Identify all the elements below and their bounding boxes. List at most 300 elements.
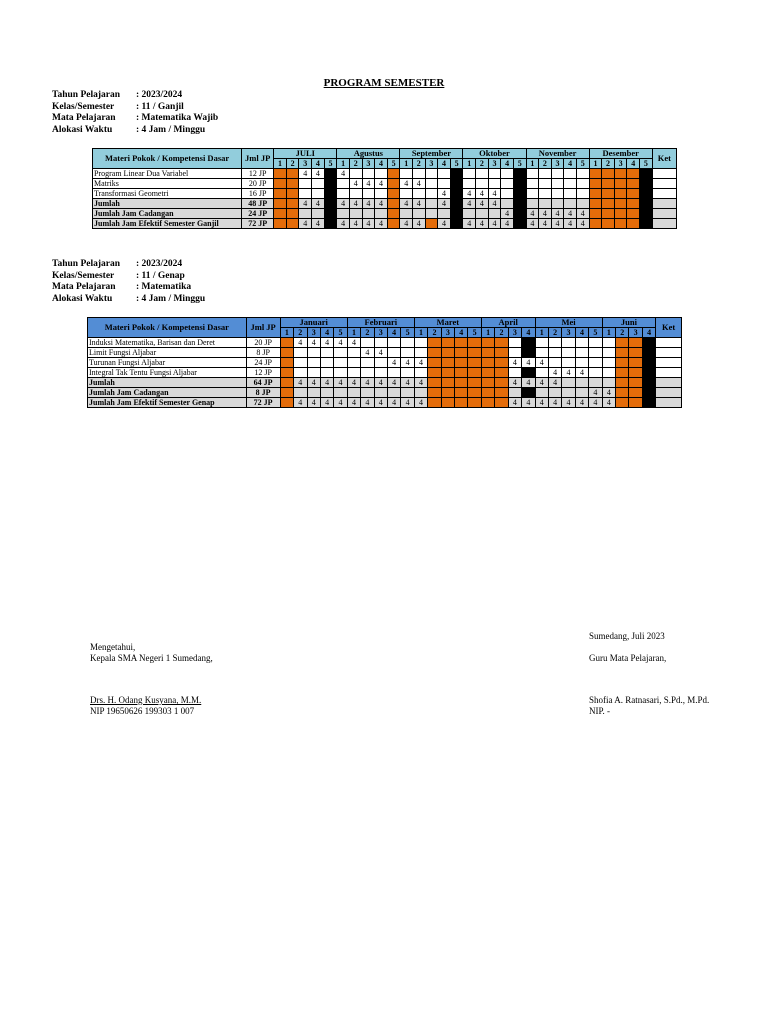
week-cell — [551, 169, 564, 179]
week-cell — [476, 179, 489, 189]
week-cell — [616, 338, 629, 348]
week-cell — [495, 398, 508, 408]
week-cell — [450, 199, 463, 209]
week-cell — [614, 199, 627, 209]
week-cell — [320, 348, 333, 358]
week-cell — [629, 368, 642, 378]
week-cell — [274, 209, 287, 219]
week-cell — [414, 388, 427, 398]
week-cell: 4 — [361, 378, 374, 388]
week-cell: 4 — [501, 209, 514, 219]
week-cell: 4 — [551, 209, 564, 219]
week-cell — [602, 209, 615, 219]
week-cell: 4 — [349, 219, 362, 229]
week-cell — [387, 179, 400, 189]
week-cell — [627, 209, 640, 219]
week-cell: 4 — [362, 219, 375, 229]
week-cell: 4 — [539, 209, 552, 219]
week-cell — [548, 388, 561, 398]
week-cell — [562, 378, 575, 388]
week-cell: 4 — [349, 199, 362, 209]
week-cell — [481, 368, 494, 378]
week-cell: 4 — [312, 199, 325, 209]
week-cell: 4 — [562, 368, 575, 378]
week-cell: 4 — [320, 338, 333, 348]
week-cell: 4 — [501, 219, 514, 229]
week-cell: 4 — [362, 199, 375, 209]
table-row — [93, 199, 677, 209]
week-cell — [463, 209, 476, 219]
week-cell — [627, 199, 640, 209]
week-number: 1 — [535, 328, 548, 338]
week-cell — [274, 219, 287, 229]
week-cell — [495, 378, 508, 388]
week-cell — [535, 388, 548, 398]
week-number: 3 — [551, 159, 564, 169]
week-cell — [508, 388, 521, 398]
principal-name: Drs. H. Odang Kusyana, M.M. — [90, 695, 202, 705]
week-cell — [602, 368, 615, 378]
week-cell: 4 — [299, 169, 312, 179]
week-cell — [425, 179, 438, 189]
week-cell — [441, 398, 454, 408]
week-cell — [334, 358, 347, 368]
week-cell: 4 — [575, 368, 588, 378]
materi-cell: Jumlah — [93, 199, 242, 209]
week-cell — [535, 348, 548, 358]
week-cell — [349, 169, 362, 179]
table-row — [88, 398, 682, 408]
week-cell — [548, 358, 561, 368]
week-cell — [455, 348, 468, 358]
week-cell — [602, 189, 615, 199]
week-cell: 4 — [476, 189, 489, 199]
week-number: 3 — [488, 159, 501, 169]
week-cell — [294, 388, 307, 398]
week-cell — [535, 338, 548, 348]
table-row — [88, 358, 682, 368]
week-cell — [640, 179, 653, 189]
week-cell: 4 — [551, 219, 564, 229]
materi-cell: Limit Fungsi Aljabar — [88, 348, 247, 358]
jml-cell: 16 JP — [242, 189, 274, 199]
week-cell: 4 — [488, 189, 501, 199]
week-cell — [400, 209, 413, 219]
materi-cell: Turunan Fungsi Aljabar — [88, 358, 247, 368]
week-cell — [286, 219, 299, 229]
week-cell: 4 — [312, 169, 325, 179]
week-cell — [614, 189, 627, 199]
week-cell — [347, 388, 360, 398]
week-cell — [488, 179, 501, 189]
week-cell — [307, 388, 320, 398]
month-header: Maret — [414, 318, 481, 328]
month-header: Mei — [535, 318, 602, 328]
week-cell — [455, 368, 468, 378]
ket-cell — [652, 189, 676, 199]
ket-cell — [652, 199, 676, 209]
week-number: 2 — [349, 159, 362, 169]
week-cell — [428, 398, 441, 408]
week-cell — [602, 348, 615, 358]
week-cell: 4 — [299, 199, 312, 209]
info-label: Mata Pelajaran — [52, 282, 116, 292]
week-cell — [589, 199, 602, 209]
week-cell: 4 — [334, 338, 347, 348]
week-cell — [495, 338, 508, 348]
week-cell — [274, 169, 287, 179]
week-cell — [564, 179, 577, 189]
week-cell — [374, 368, 387, 378]
page-title: PROGRAM SEMESTER — [323, 77, 445, 89]
week-cell — [642, 358, 655, 368]
week-cell: 4 — [294, 378, 307, 388]
week-cell — [280, 378, 293, 388]
week-cell — [401, 338, 414, 348]
week-cell: 4 — [438, 219, 451, 229]
materi-cell: Induksi Matematika, Barisan dan Deret — [88, 338, 247, 348]
week-cell — [362, 189, 375, 199]
week-cell — [455, 378, 468, 388]
week-number: 1 — [400, 159, 413, 169]
week-cell — [374, 358, 387, 368]
week-cell — [334, 368, 347, 378]
week-cell — [575, 388, 588, 398]
week-cell — [602, 179, 615, 189]
week-cell — [374, 388, 387, 398]
table-row — [93, 169, 677, 179]
week-cell — [375, 189, 388, 199]
week-cell: 4 — [312, 219, 325, 229]
semester-ganjil-table — [92, 148, 677, 229]
week-number: 2 — [413, 159, 426, 169]
week-cell — [334, 348, 347, 358]
week-cell — [495, 348, 508, 358]
week-cell — [539, 179, 552, 189]
materi-cell: Program Linear Dua Variabel — [93, 169, 242, 179]
week-cell — [576, 189, 589, 199]
week-cell — [642, 368, 655, 378]
table-row — [93, 219, 677, 229]
info-label: Mata Pelajaran — [52, 113, 116, 123]
week-cell — [414, 348, 427, 358]
signature-left — [90, 642, 213, 717]
week-cell — [589, 348, 602, 358]
week-cell — [349, 189, 362, 199]
week-cell: 4 — [488, 219, 501, 229]
week-cell — [441, 388, 454, 398]
week-cell — [387, 169, 400, 179]
week-cell — [387, 368, 400, 378]
ket-cell — [656, 378, 682, 388]
week-cell: 4 — [413, 219, 426, 229]
materi-cell: Jumlah Jam Efektif Semester Genap — [88, 398, 247, 408]
week-cell — [349, 209, 362, 219]
week-cell — [539, 169, 552, 179]
info-value: : 11 / Ganjil — [136, 101, 184, 112]
week-cell — [387, 388, 400, 398]
week-cell — [642, 338, 655, 348]
week-cell: 4 — [602, 388, 615, 398]
month-header: Oktober — [463, 149, 526, 159]
week-cell: 4 — [463, 199, 476, 209]
week-cell — [274, 199, 287, 209]
ket-cell — [652, 209, 676, 219]
week-cell — [642, 348, 655, 358]
week-number: 5 — [640, 159, 653, 169]
week-cell — [513, 179, 526, 189]
week-cell — [501, 199, 514, 209]
week-cell — [522, 368, 535, 378]
week-cell — [401, 368, 414, 378]
week-number: 5 — [324, 159, 337, 169]
week-number: 3 — [441, 328, 454, 338]
week-cell — [589, 179, 602, 189]
week-cell — [347, 348, 360, 358]
week-cell — [551, 189, 564, 199]
week-cell — [481, 398, 494, 408]
week-cell: 4 — [414, 378, 427, 388]
week-cell: 4 — [387, 358, 400, 368]
week-cell: 4 — [401, 398, 414, 408]
week-cell — [495, 358, 508, 368]
week-cell — [361, 338, 374, 348]
week-cell — [294, 358, 307, 368]
week-number: 1 — [602, 328, 615, 338]
place-date: Sumedang, Juli 2023 — [589, 631, 665, 641]
week-cell — [347, 358, 360, 368]
materi-cell: Integral Tak Tentu Fungsi Aljabar — [88, 368, 247, 378]
week-cell: 4 — [375, 179, 388, 189]
week-cell — [307, 368, 320, 378]
materi-cell: Transformasi Geometri — [93, 189, 242, 199]
table-row — [88, 378, 682, 388]
teacher-title: Guru Mata Pelajaran, — [589, 653, 667, 663]
week-cell — [428, 368, 441, 378]
jml-cell: 24 JP — [246, 358, 280, 368]
week-cell — [286, 169, 299, 179]
week-cell — [414, 338, 427, 348]
week-number: 5 — [513, 159, 526, 169]
week-cell — [299, 179, 312, 189]
week-cell — [629, 388, 642, 398]
week-cell — [468, 368, 481, 378]
info-row — [52, 294, 205, 306]
week-cell — [441, 378, 454, 388]
month-header: Februari — [347, 318, 414, 328]
week-cell — [450, 219, 463, 229]
week-cell: 4 — [400, 219, 413, 229]
week-cell — [602, 199, 615, 209]
week-number: 1 — [481, 328, 494, 338]
week-cell: 4 — [535, 378, 548, 388]
week-cell — [387, 338, 400, 348]
week-cell — [450, 179, 463, 189]
week-cell — [526, 179, 539, 189]
week-cell — [614, 209, 627, 219]
ket-cell — [656, 398, 682, 408]
week-cell — [337, 189, 350, 199]
week-number: 5 — [334, 328, 347, 338]
column-header-jml: Jml JP — [246, 318, 280, 338]
week-cell — [481, 348, 494, 358]
week-cell — [513, 189, 526, 199]
semester-genap-table — [87, 317, 682, 408]
info-row — [52, 271, 205, 283]
materi-cell: Matriks — [93, 179, 242, 189]
week-cell — [337, 209, 350, 219]
week-cell — [312, 209, 325, 219]
week-number: 1 — [337, 159, 350, 169]
week-cell — [616, 368, 629, 378]
week-number: 2 — [539, 159, 552, 169]
table-row — [93, 189, 677, 199]
week-cell: 4 — [488, 199, 501, 209]
week-cell: 4 — [349, 179, 362, 189]
week-cell — [468, 338, 481, 348]
info-row — [52, 113, 218, 125]
week-number: 4 — [575, 328, 588, 338]
week-number: 4 — [312, 159, 325, 169]
week-cell: 4 — [522, 358, 535, 368]
ket-cell — [652, 179, 676, 189]
week-cell: 4 — [589, 398, 602, 408]
week-cell: 4 — [535, 398, 548, 408]
jml-cell: 12 JP — [242, 169, 274, 179]
info-label: Tahun Pelajaran — [52, 90, 121, 100]
week-cell — [564, 169, 577, 179]
week-cell — [548, 338, 561, 348]
week-cell — [551, 199, 564, 209]
week-cell — [476, 169, 489, 179]
week-number: 2 — [548, 328, 561, 338]
info-row — [52, 259, 205, 271]
week-cell — [616, 388, 629, 398]
week-cell — [280, 388, 293, 398]
week-cell — [438, 179, 451, 189]
week-cell — [602, 358, 615, 368]
week-number: 1 — [463, 159, 476, 169]
week-cell — [375, 209, 388, 219]
week-cell — [616, 378, 629, 388]
week-cell — [468, 398, 481, 408]
ket-cell — [652, 219, 676, 229]
week-cell — [428, 338, 441, 348]
week-cell — [481, 338, 494, 348]
month-header: Agustus — [337, 149, 400, 159]
week-cell — [455, 338, 468, 348]
week-cell — [280, 338, 293, 348]
info-value: : Matematika — [136, 282, 192, 292]
week-cell — [413, 169, 426, 179]
week-cell — [294, 368, 307, 378]
week-cell — [513, 219, 526, 229]
week-cell — [616, 358, 629, 368]
ket-cell — [656, 358, 682, 368]
week-cell — [640, 219, 653, 229]
week-cell: 4 — [476, 219, 489, 229]
week-cell — [508, 348, 521, 358]
week-cell: 4 — [589, 388, 602, 398]
week-cell: 4 — [548, 368, 561, 378]
info-label: Kelas/Semester — [52, 101, 115, 112]
week-cell — [428, 358, 441, 368]
week-cell — [629, 358, 642, 368]
week-cell: 4 — [463, 189, 476, 199]
week-cell — [428, 388, 441, 398]
week-number: 1 — [589, 159, 602, 169]
week-cell — [324, 209, 337, 219]
week-cell: 4 — [576, 209, 589, 219]
week-number: 4 — [438, 159, 451, 169]
week-number: 4 — [522, 328, 535, 338]
week-number: 1 — [274, 159, 287, 169]
teacher-name: Shofia A. Ratnasari, S.Pd., M.Pd. — [589, 695, 710, 705]
week-cell: 4 — [320, 398, 333, 408]
week-cell: 4 — [414, 398, 427, 408]
column-header-materi: Materi Pokok / Kompetensi Dasar — [88, 318, 247, 338]
week-cell — [642, 398, 655, 408]
week-cell: 4 — [564, 209, 577, 219]
week-cell — [642, 388, 655, 398]
week-cell — [548, 348, 561, 358]
week-cell: 4 — [337, 199, 350, 209]
week-cell — [438, 209, 451, 219]
week-cell — [425, 219, 438, 229]
column-header-materi: Materi Pokok / Kompetensi Dasar — [93, 149, 242, 169]
jml-cell: 20 JP — [242, 179, 274, 189]
month-header: Juni — [602, 318, 656, 328]
week-cell — [312, 179, 325, 189]
week-number: 3 — [614, 159, 627, 169]
week-cell: 4 — [387, 378, 400, 388]
principal-nip: NIP 19650626 199303 1 007 — [90, 706, 195, 716]
week-cell — [280, 358, 293, 368]
week-cell — [501, 169, 514, 179]
week-cell — [455, 388, 468, 398]
week-cell — [616, 398, 629, 408]
week-cell — [501, 189, 514, 199]
week-number: 3 — [299, 159, 312, 169]
week-cell — [501, 179, 514, 189]
week-cell — [401, 348, 414, 358]
week-cell: 4 — [564, 219, 577, 229]
week-number: 1 — [347, 328, 360, 338]
week-cell: 4 — [522, 378, 535, 388]
week-cell: 4 — [307, 378, 320, 388]
week-cell: 4 — [526, 219, 539, 229]
week-cell — [629, 348, 642, 358]
table-row — [93, 209, 677, 219]
week-cell — [441, 368, 454, 378]
week-cell — [320, 368, 333, 378]
week-cell: 4 — [463, 219, 476, 229]
week-cell — [526, 199, 539, 209]
info-label: Kelas/Semester — [52, 270, 115, 281]
week-cell — [481, 388, 494, 398]
week-cell — [441, 348, 454, 358]
week-cell — [508, 368, 521, 378]
week-cell — [562, 358, 575, 368]
week-cell: 4 — [535, 358, 548, 368]
week-cell — [280, 348, 293, 358]
week-cell: 4 — [548, 378, 561, 388]
week-cell — [362, 209, 375, 219]
week-cell — [526, 169, 539, 179]
info-row — [52, 90, 218, 102]
week-cell — [274, 179, 287, 189]
week-cell — [564, 189, 577, 199]
